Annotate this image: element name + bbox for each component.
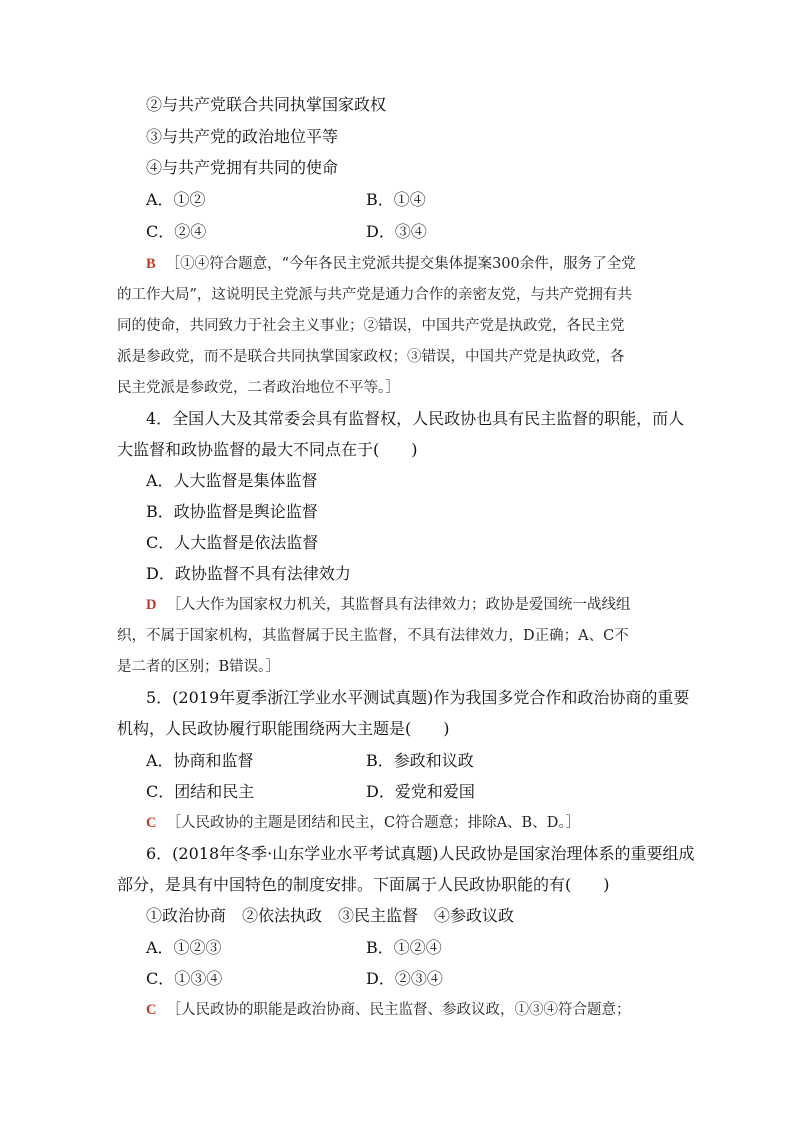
q5-option-d: D．爱党和爱国 <box>366 782 475 801</box>
q5-stem-line-1: 5．(2019年夏季浙江学业水平测试真题)作为我国多党合作和政治协商的重要 <box>146 688 690 707</box>
q3-answer-line-5: 民主党派是参政党，二者政治地位不平等。］ <box>117 380 400 396</box>
q6-option-c: C．①③④ <box>146 969 223 988</box>
q6-items: ①政治协商 ②依法执政 ③民主监督 ④参政议政 <box>146 906 515 925</box>
q4-answer-line-1: D ［人大作为国家权力机关，其监督具有法律效力；政协是爱国统一战线组 <box>146 597 631 613</box>
q4-option-b: B．政协监督是舆论监督 <box>146 502 318 521</box>
q6-answer-letter: C <box>146 1002 157 1018</box>
q3-option-a: A．①② <box>146 190 206 209</box>
q3-item-2: ②与共产党联合共同执掌国家政权 <box>146 95 387 114</box>
q4-answer-letter: D <box>146 597 157 613</box>
q3-option-d: D．③④ <box>366 222 427 241</box>
q6-answer-line-1: C ［人民政协的职能是政治协商、民主监督、参政议政，①③④符合题意； <box>146 1002 631 1018</box>
q5-answer-line-1: C ［人民政协的主题是团结和民主，C符合题意；排除A、B、D。］ <box>146 815 581 831</box>
q3-answer-letter: B <box>146 256 156 272</box>
q4-answer-line-3: 是二者的区别；B错误。］ <box>117 659 280 675</box>
q6-option-d: D．②③④ <box>366 969 443 988</box>
q6-stem-line-2: 部分，是具有中国特色的制度安排。下面属于人民政协职能的有( ) <box>117 875 610 894</box>
q6-option-a: A．①②③ <box>146 938 222 957</box>
q5-stem-line-2: 机构，人民政协履行职能围绕两大主题是( ) <box>117 719 450 738</box>
q3-answer-line-4: 派是参政党，而不是联合共同执掌国家政权；③错误，中国共产党是执政党，各 <box>117 349 625 365</box>
q3-item-3: ③与共产党的政治地位平等 <box>146 127 339 146</box>
q3-answer-line-3: 同的使命，共同致力于社会主义事业；②错误，中国共产党是执政党，各民主党 <box>117 318 625 334</box>
q4-stem-line-1: 4．全国人大及其常委会具有监督权，人民政协也具有民主监督的职能，而人 <box>146 409 685 428</box>
q3-answer-line-2: 的工作大局”，这说明民主党派与共产党是通力合作的亲密友党，与共产党拥有共 <box>117 287 632 303</box>
q5-option-c: C．团结和民主 <box>146 782 255 801</box>
q5-option-a: A．协商和监督 <box>146 751 254 770</box>
q5-option-b: B．参政和议政 <box>366 751 474 770</box>
q4-option-d: D．政协监督不具有法律效力 <box>146 564 351 583</box>
q4-stem-line-2: 大监督和政协监督的最大不同点在于( ) <box>117 440 418 459</box>
q6-option-b: B．①②④ <box>366 938 442 957</box>
q6-stem-line-1: 6．(2018年冬季·山东学业水平考试真题)人民政协是国家治理体系的重要组成 <box>146 844 695 863</box>
q3-item-4: ④与共产党拥有共同的使命 <box>146 158 339 177</box>
q4-option-a: A．人大监督是集体监督 <box>146 471 318 490</box>
q3-option-b: B．①④ <box>366 190 426 209</box>
q4-answer-line-2: 织，不属于国家机构，其监督属于民主监督，不具有法律效力，D正确；A、C不 <box>117 628 629 644</box>
q3-answer-line-1: B ［①④符合题意，“今年各民主党派共提交集体提案300余件，服务了全党 <box>146 256 636 272</box>
q4-option-c: C．人大监督是依法监督 <box>146 533 319 552</box>
q3-option-c: C．②④ <box>146 222 207 241</box>
q5-answer-letter: C <box>146 815 157 831</box>
